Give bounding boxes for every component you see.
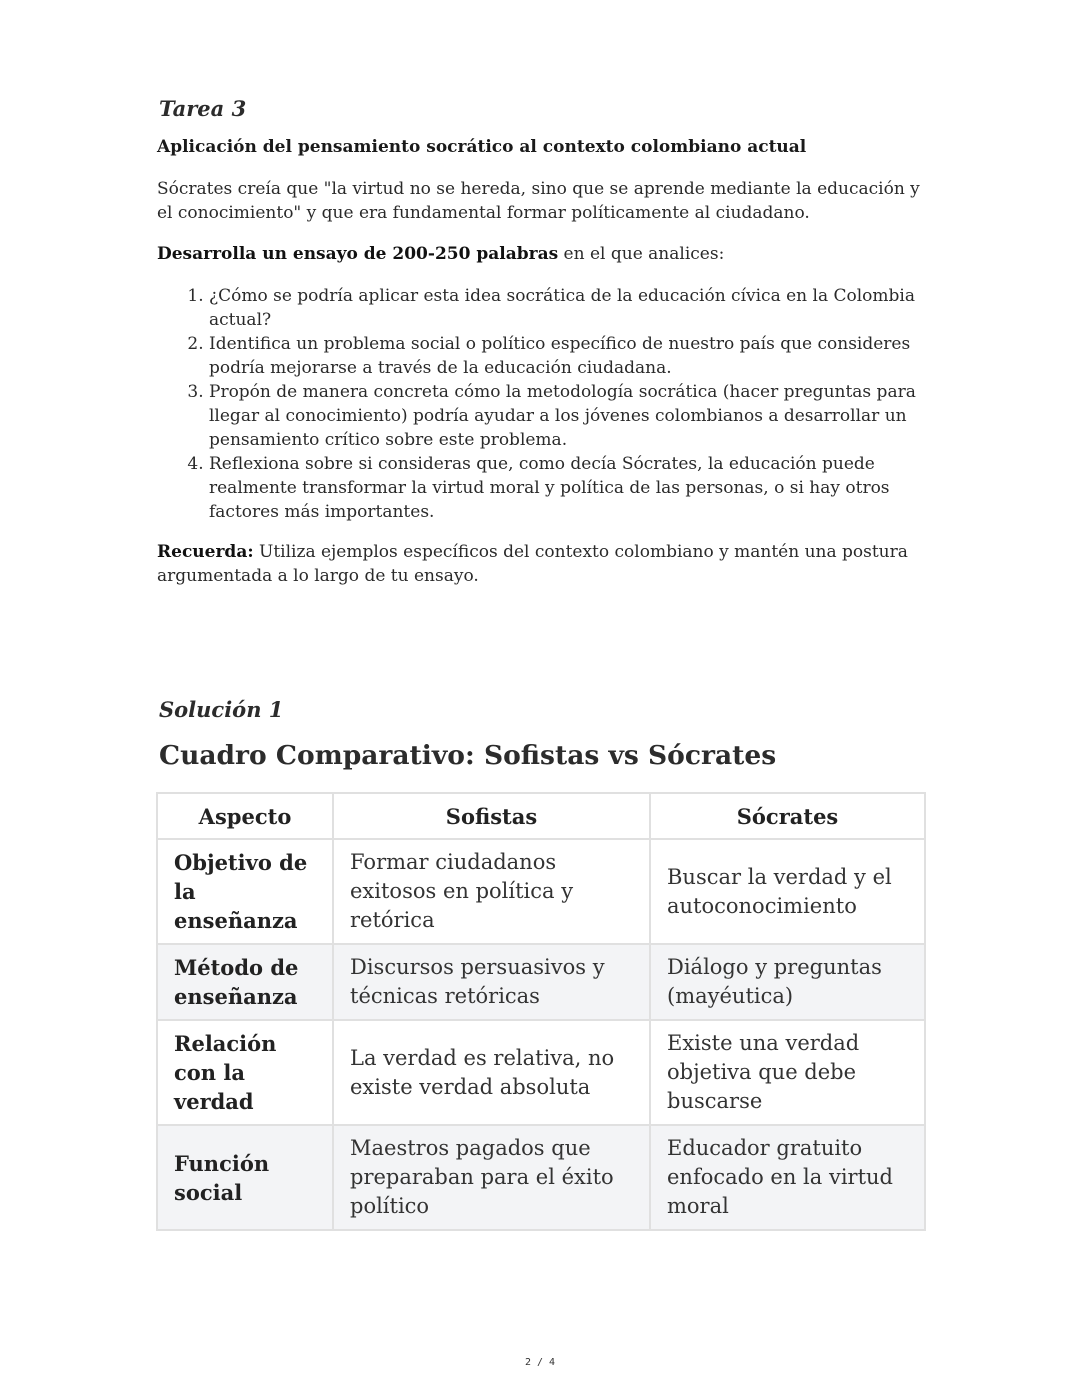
sofistas-cell: Discursos persuasivos y técnicas retóricas: [333, 944, 650, 1020]
question-item: 3. Propón de manera concreta cómo la metodología socrática (hacer preguntas para llegar al conocimiento) podría ayudar a los jóvenes colombianos a desarrollar un pensamiento crítico sobre este problema.: [209, 380, 964, 452]
socrates-cell: Diálogo y preguntas (mayéutica): [650, 944, 925, 1020]
reminder-label: Recuerda:: [157, 542, 254, 562]
column-header-sofistas: Sofistas: [333, 793, 650, 839]
question-list: [157, 284, 964, 524]
socrates-cell: Educador gratuito enfocado en la virtud moral: [650, 1125, 925, 1230]
table-header-row: [157, 793, 925, 839]
reminder-text: Utiliza ejemplos específicos del contexto colombiano y mantén una postura argumentada a lo largo de tu ensayo.: [157, 542, 908, 586]
question-item: 2. Identifica un problema social o político específico de nuestro país que consideres podría mejorarse a través de la educación ciudadana.: [209, 332, 964, 380]
task-heading: Aplicación del pensamiento socrático al contexto colombiano actual: [157, 137, 807, 157]
row-aspect-cell: Función social: [157, 1125, 333, 1230]
table-row: [157, 839, 925, 944]
task-label: Tarea 3: [159, 96, 247, 121]
question-item: 1. ¿Cómo se podría aplicar esta idea socrática de la educación cívica en la Colombia actual?: [209, 284, 964, 332]
table-row: [157, 1125, 925, 1230]
socrates-cell: Buscar la verdad y el autoconocimiento: [650, 839, 925, 944]
sofistas-cell: Maestros pagados que preparaban para el éxito político: [333, 1125, 650, 1230]
sofistas-cell: La verdad es relativa, no existe verdad absoluta: [333, 1020, 650, 1125]
comparison-table: [156, 792, 926, 1231]
row-aspect-cell: Método de enseñanza: [157, 944, 333, 1020]
row-aspect-cell: Objetivo de la enseñanza: [157, 839, 333, 944]
solution-label: Solución 1: [159, 697, 284, 722]
question-item: 4. Reflexiona sobre si consideras que, como decía Sócrates, la educación puede realmente transformar la virtud moral y política de las personas, o si hay otros factores más importantes.: [209, 452, 964, 524]
instruction-emphasis: Desarrolla un ensayo de 200-250 palabras: [157, 244, 559, 264]
instruction-text: en el que analices:: [558, 244, 725, 264]
sofistas-cell: Formar ciudadanos exitosos en política y retórica: [333, 839, 650, 944]
table-row: [157, 944, 925, 1020]
column-header-aspect: Aspecto: [157, 793, 333, 839]
page-number: 2 / 4: [524, 1357, 556, 1368]
column-header-socrates: Sócrates: [650, 793, 925, 839]
table-row: [157, 1020, 925, 1125]
reminder-paragraph: [157, 540, 917, 588]
table-title: Cuadro Comparativo: Sofistas vs Sócrates: [159, 740, 777, 771]
row-aspect-cell: Relación con la verdad: [157, 1020, 333, 1125]
intro-paragraph: Sócrates creía que "la virtud no se hereda, sino que se aprende mediante la educación y el conocimiento" y que era fundamental formar políticamente al ciudadano.: [157, 179, 920, 223]
instruction-paragraph: [157, 242, 932, 266]
socrates-cell: Existe una verdad objetiva que debe buscarse: [650, 1020, 925, 1125]
